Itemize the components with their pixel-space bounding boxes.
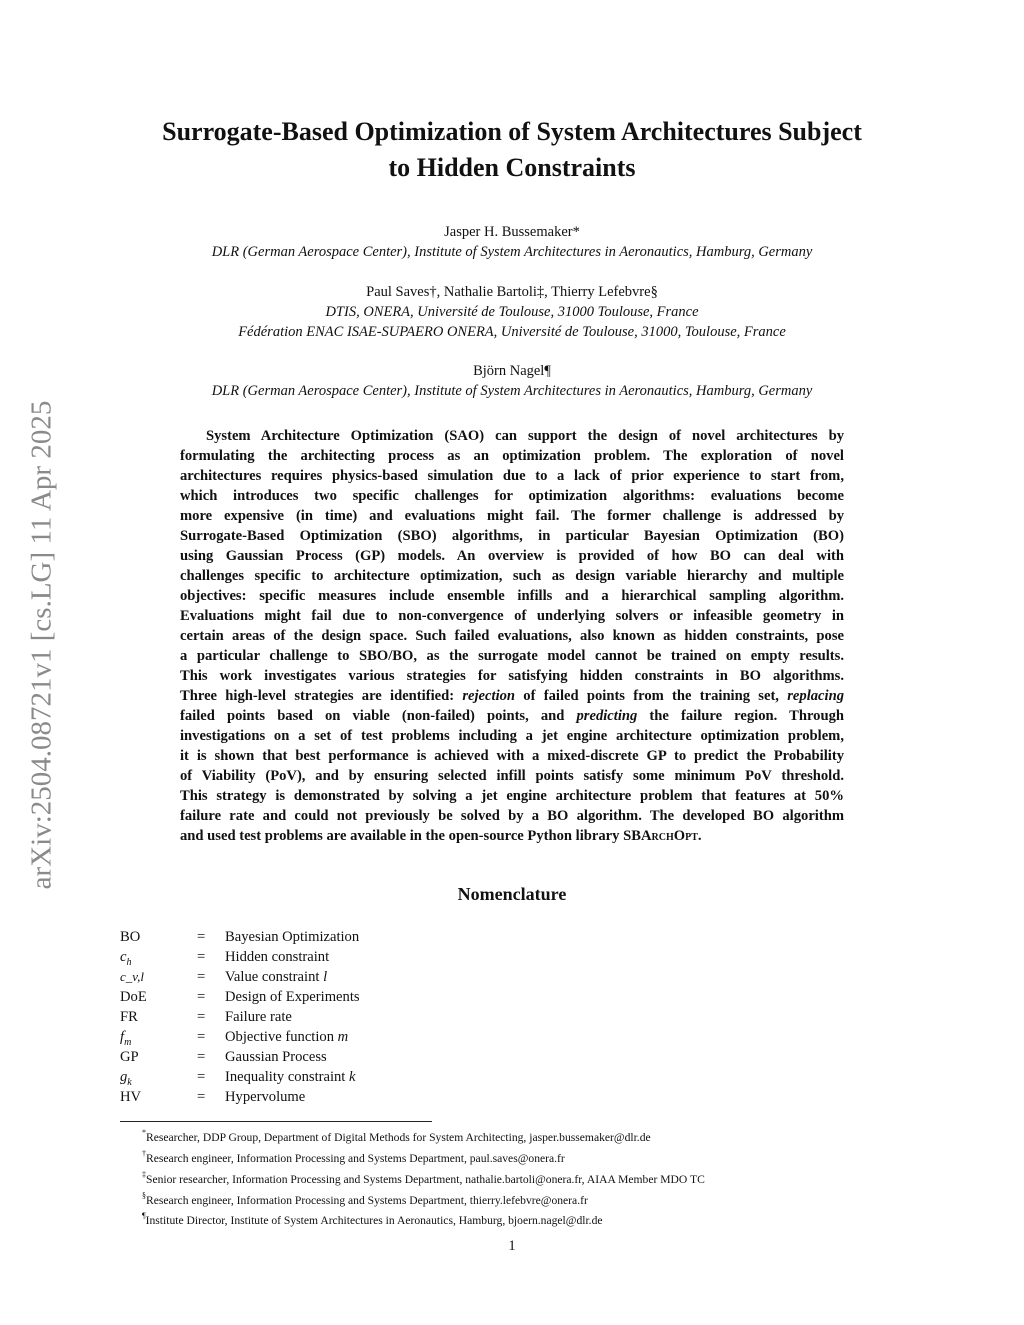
abstract-line: of Viability (PoV), and by ensuring selected infill points satisfy some minimum PoV threshold. — [180, 768, 844, 784]
nomenclature-entry — [120, 1007, 520, 1027]
footnote — [142, 1208, 705, 1229]
author-names: Björn Nagel¶ — [473, 363, 551, 379]
nomenclature-symbol: $f_m$ — [120, 1029, 132, 1048]
equals-sign: = — [197, 949, 206, 965]
equals-sign: = — [197, 989, 206, 1005]
author-affiliation: DLR (German Aerospace Center), Institute of System Architectures in Aeronautics, Hamburg, Germany — [211, 383, 813, 399]
page-number: 1 — [508, 1238, 516, 1254]
abstract-text: . — [697, 828, 702, 844]
abstract-text: rejection — [462, 688, 516, 704]
arxiv-identifier: arXiv:2504.08721v1 [cs.LG] 11 Apr 2025 — [25, 400, 58, 890]
footnote — [142, 1146, 705, 1167]
nomenclature-entry — [120, 1067, 520, 1087]
nomenclature-definition: Objective function m — [225, 1029, 349, 1045]
equals-sign: = — [197, 969, 206, 985]
equals-sign: = — [197, 1049, 206, 1065]
footnote-text: Institute Director, Institute of System Architectures in Aeronautics, Hamburg, bjoern.nagel@dlr.de — [145, 1214, 603, 1228]
equals-sign: = — [197, 1089, 206, 1105]
footnote — [142, 1188, 705, 1209]
abstract-line: it is shown that best performance is achieved with a mixed-discrete GP to predict the Probability — [180, 748, 844, 764]
footnote-text: Research engineer, Information Processing and Systems Department, paul.saves@onera.fr — [146, 1151, 565, 1165]
footnote — [142, 1167, 705, 1188]
footnote-mark: * — [142, 1128, 146, 1137]
abstract-text: of failed points from the training set, — [515, 688, 788, 704]
author-affiliation: DTIS, ONERA, Université de Toulouse, 31000 Toulouse, France — [325, 304, 699, 320]
nomenclature-symbol: $g_k$ — [120, 1069, 132, 1088]
title-line: Surrogate-Based Optimization of System Architectures Subject — [162, 117, 862, 146]
abstract-text: and used test problems are available in the open-source Python library SBA — [180, 828, 652, 844]
nomenclature-definition: Inequality constraint k — [225, 1069, 356, 1085]
nomenclature-definition: Failure rate — [225, 1009, 292, 1025]
nomenclature-heading: Nomenclature — [457, 884, 567, 904]
footnote-divider — [120, 1121, 432, 1122]
nomenclature-symbol: GP — [120, 1049, 139, 1065]
nomenclature-symbol: DoE — [120, 989, 147, 1005]
footnote — [142, 1125, 705, 1146]
nomenclature-entry — [120, 927, 520, 947]
footnote-mark: § — [142, 1190, 146, 1200]
author-affiliation: DLR (German Aerospace Center), Institute of System Architectures in Aeronautics, Hamburg, Germany — [211, 244, 813, 260]
footnote-mark: ‡ — [142, 1169, 146, 1179]
abstract-line: failure rate and could not previously be solved by a BO algorithm. The developed BO algorithm — [180, 808, 844, 824]
abstract-line — [180, 826, 844, 846]
abstract-line: architectures requires physics-based simulation due to a lack of prior experience to start from, — [180, 468, 844, 484]
abstract-line: formulating the architecting process as an optimization problem. The exploration of novel — [180, 448, 844, 464]
footnote-mark: † — [142, 1148, 146, 1158]
author-affiliation: Fédération ENAC ISAE-SUPAERO ONERA, Université de Toulouse, 31000, Toulouse, France — [238, 324, 786, 340]
footnotes — [142, 1125, 705, 1229]
library-name: O — [673, 828, 686, 844]
library-name: pt — [685, 828, 698, 844]
abstract-line: investigations on a set of test problems including a jet engine architecture optimization problem, — [180, 728, 844, 744]
nomenclature-entry — [120, 1047, 520, 1067]
nomenclature-definition: Bayesian Optimization — [225, 929, 360, 945]
abstract-text: failed points based on viable (non-failed) points, and — [180, 708, 577, 724]
abstract-text: replacing — [787, 688, 844, 704]
author-names: Jasper H. Bussemaker* — [444, 224, 580, 240]
abstract-line: challenges specific to architecture optimization, such as design variable hierarchy and multiple — [180, 568, 844, 584]
abstract-line: using Gaussian Process (GP) models. An overview is provided of how BO can deal with — [180, 548, 844, 564]
nomenclature-list — [120, 927, 520, 1107]
nomenclature-entry — [120, 947, 520, 967]
abstract-line — [180, 706, 844, 726]
equals-sign: = — [197, 929, 206, 945]
nomenclature-definition: Hidden constraint — [225, 949, 330, 965]
equals-sign: = — [197, 1029, 206, 1045]
nomenclature-definition: Design of Experiments — [225, 989, 360, 1005]
footnote-text: Senior researcher, Information Processing and Systems Department, nathalie.bartoli@onera.fr, AIAA Member MDO TC — [146, 1172, 705, 1186]
nomenclature-definition: Hypervolume — [225, 1089, 306, 1105]
nomenclature-entry — [120, 967, 520, 987]
abstract-line: more expensive (in time) and evaluations might fail. The former challenge is addressed by — [180, 508, 844, 524]
abstract-line — [180, 686, 844, 706]
abstract-text: predicting — [576, 708, 638, 724]
author-names: Paul Saves†, Nathalie Bartoli‡, Thierry Lefebvre§ — [366, 284, 658, 300]
title-line: to Hidden Constraints — [388, 153, 636, 182]
abstract-text: the failure region. Through — [637, 708, 844, 724]
footnote-text: Research engineer, Information Processing and Systems Department, thierry.lefebvre@onera.fr — [146, 1193, 588, 1207]
footnote-text: Researcher, DDP Group, Department of Digital Methods for System Architecting, jasper.bussemaker@dlr.de — [146, 1130, 651, 1144]
abstract-line: This strategy is demonstrated by solving a jet engine architecture problem that features at 50% — [180, 788, 844, 804]
paper-title — [0, 114, 1024, 186]
abstract-line: Evaluations might fail due to non-convergence of underlying solvers or infeasible geometry in — [180, 608, 844, 624]
abstract-line: a particular challenge to SBO/BO, as the surrogate model cannot be trained on empty results. — [180, 648, 844, 664]
abstract-line: certain areas of the design space. Such failed evaluations, also known as hidden constraints, pose — [180, 628, 844, 644]
nomenclature-symbol: HV — [120, 1089, 142, 1105]
nomenclature-definition: Gaussian Process — [225, 1049, 327, 1065]
nomenclature-symbol: BO — [120, 929, 141, 945]
nomenclature-entry — [120, 1087, 520, 1107]
abstract-text: Three high-level strategies are identified: — [180, 688, 463, 704]
nomenclature-entry — [120, 987, 520, 1007]
library-name: rch — [651, 828, 674, 844]
equals-sign: = — [197, 1069, 206, 1085]
abstract-line: which introduces two specific challenges for optimization algorithms: evaluations become — [180, 488, 844, 504]
nomenclature-symbol: FR — [120, 1009, 138, 1025]
abstract-line: Surrogate-Based Optimization (SBO) algorithms, in particular Bayesian Optimization (BO) — [180, 528, 844, 544]
equals-sign: = — [197, 1009, 206, 1025]
abstract-line: objectives: specific measures include ensemble infills and a hierarchical sampling algorithm. — [180, 588, 844, 604]
nomenclature-symbol: c_v,l — [120, 969, 144, 984]
footnote-mark: ¶ — [142, 1211, 146, 1221]
nomenclature-entry — [120, 1027, 520, 1047]
nomenclature-symbol: $c_h$ — [120, 949, 132, 968]
nomenclature-definition: Value constraint l — [225, 969, 328, 985]
abstract-line: System Architecture Optimization (SAO) can support the design of novel architectures by — [206, 428, 844, 444]
abstract — [180, 426, 844, 846]
abstract-line: This work investigates various strategies for satisfying hidden constraints in BO algorithms. — [180, 668, 844, 684]
